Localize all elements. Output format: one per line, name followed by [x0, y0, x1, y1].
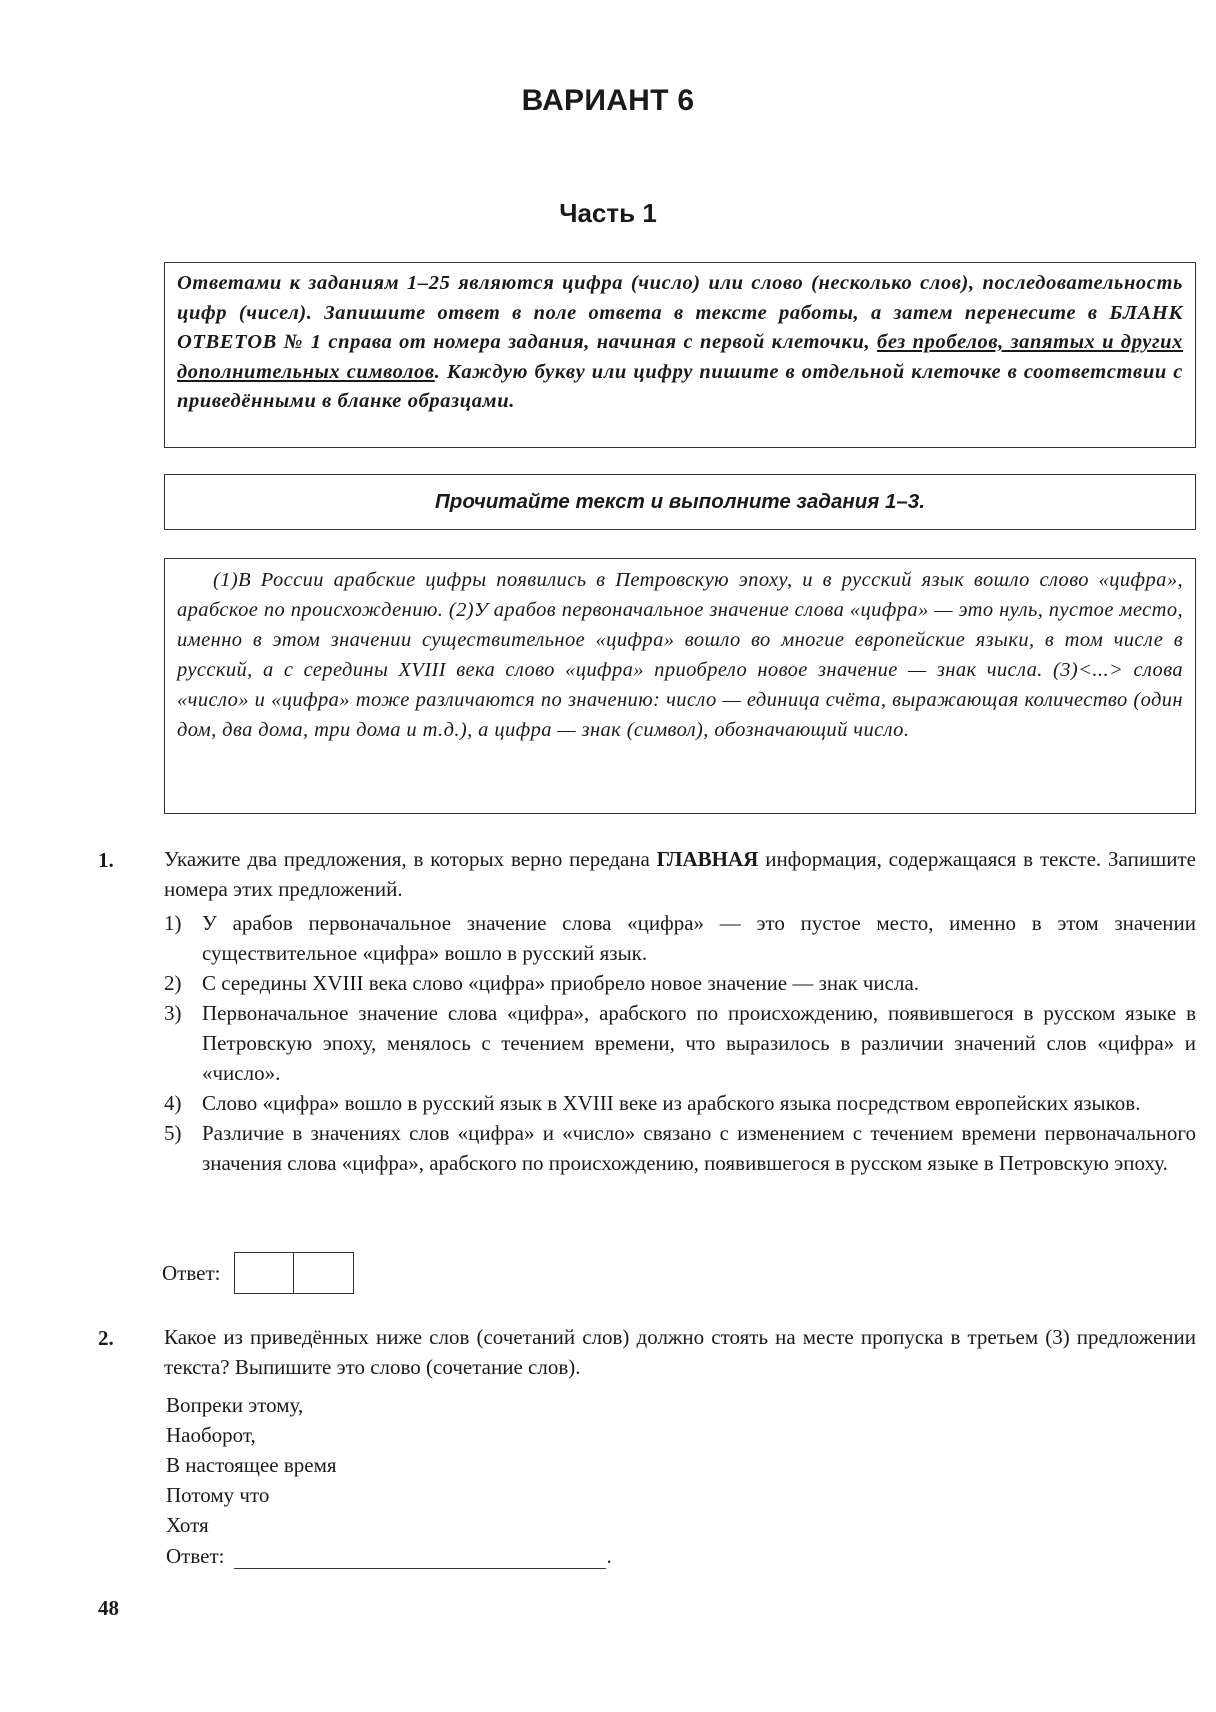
task-1-question-text: Укажите два предложения, в которых верно передана [164, 847, 657, 871]
option-text: Слово «цифра» вошло в русский язык в XVIII веке из арабского языка посредством европейских языков. [202, 1091, 1141, 1115]
task-1-question-bold: ГЛАВНАЯ [656, 847, 759, 871]
task-1-options [164, 908, 1196, 1178]
reading-header-text: Прочитайте текст и выполните задания 1–3. [435, 490, 925, 513]
answer-cell[interactable] [234, 1252, 294, 1294]
task-2-answer-end: . [606, 1544, 612, 1568]
option-text: Первоначальное значение слова «цифра», арабского по происхождению, появившегося в русском языке в Петровскую эпоху, менялось с течением времени, что выразилось в различии значений слов «цифра» и «число». [202, 1001, 1196, 1085]
reading-header [164, 474, 1196, 530]
task-1-answer-cells [234, 1252, 354, 1294]
answer-cell[interactable] [294, 1252, 354, 1294]
part-title: Часть 1 [559, 198, 657, 228]
task-1-number: 1. [98, 848, 114, 872]
task-2-choices [166, 1390, 337, 1540]
task-1-option [164, 908, 1196, 968]
choice-item: В настоящее время [166, 1453, 337, 1477]
option-number: 3) [164, 1001, 182, 1025]
option-text: С середины XVIII века слово «цифра» приобрело новое значение — знак числа. [202, 971, 920, 995]
choice-item: Потому что [166, 1483, 270, 1507]
choice-item: Наоборот, [166, 1423, 256, 1447]
option-number: 1) [164, 911, 182, 935]
task-1-option [164, 1088, 1196, 1118]
task-2-answer-label: Ответ: [166, 1544, 225, 1568]
task-2-question: Какое из приведённых ниже слов (сочетаний слов) должно стоять на месте пропуска в третьем (3) предложении текста? Выпишите это слово (сочетание слов). [164, 1325, 1196, 1379]
task-1-option [164, 998, 1196, 1088]
reading-text-box [164, 558, 1196, 814]
choice-item: Хотя [166, 1513, 209, 1537]
task-1-option [164, 968, 1196, 998]
choice-item: Вопреки этому, [166, 1393, 304, 1417]
option-text: Различие в значениях слов «цифра» и «число» связано с изменением с течением времени первоначального значения слова «цифра», арабского по происхождению, появившегося в русском языке в Петровскую эпоху. [202, 1121, 1196, 1175]
task-2-number: 2. [98, 1326, 114, 1350]
option-number: 5) [164, 1121, 182, 1145]
page-number: 48 [98, 1596, 119, 1620]
option-text: У арабов первоначальное значение слова «цифра» — это пустое место, именно в этом значении существительное «цифра» вошло в русский язык. [202, 911, 1196, 965]
task-1-answer-label: Ответ: [162, 1260, 221, 1285]
instructions-box [164, 262, 1196, 448]
instructions-text-end: . Каждую букву или цифру пишите в отдельной клеточке в соответствии с приведёнными в бланке образцами. [177, 360, 1183, 412]
task-1-question [164, 844, 1196, 904]
task-2-answer-line[interactable] [234, 1548, 606, 1569]
option-number: 2) [164, 971, 182, 995]
task-1-question-text-end: информация, содержащаяся в тексте. Запишите номера этих предложений. [164, 847, 1196, 901]
option-number: 4) [164, 1091, 182, 1115]
reading-text: (1)В России арабские цифры появились в Петровскую эпоху, и в русский язык вошло слово «цифра», арабское по происхождению. (2)У арабов первоначальное значение слова «цифра» — это нуль, пустое место, именно в этом значении существительное «цифра» вошло во многие европейские языки, в том числе в русский, а с середины XVIII века слово «цифра» приобрело новое значение — знак числа. (3)<...> слова «число» и «цифра» тоже различаются по значению: число — единица счёта, выражающая количество (один дом, два дома, три дома и т.д.), а цифра — знак (символ), обозначающий число. [177, 569, 1183, 741]
variant-title: ВАРИАНТ 6 [521, 84, 695, 117]
instructions-text: Ответами к заданиям 1–25 являются цифра (число) или слово (несколько слов), последовательность цифр (чисел). Запишите ответ в поле ответа в тексте работы, а затем перенесите в БЛАНК ОТВЕТОВ № 1 справа от номера задания, начиная с первой клеточки, [177, 272, 1183, 353]
instructions-underlined: без пробелов, запятых и других дополнительных символов [177, 331, 1183, 383]
task-2-answer [166, 1544, 612, 1569]
task-1-answer [162, 1252, 354, 1294]
task-1-option [164, 1118, 1196, 1178]
